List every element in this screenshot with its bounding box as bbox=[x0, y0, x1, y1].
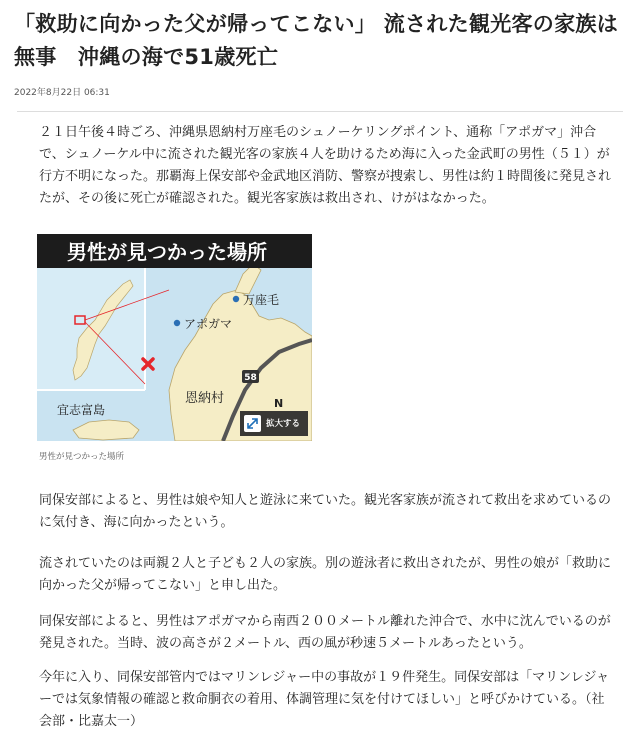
apogama-label: アポガマ bbox=[184, 317, 233, 331]
publish-date: 2022年8月22日 06:31 bbox=[14, 88, 110, 98]
article-paragraph-1: ２１日午後４時ごろ、沖縄県恩納村万座毛のシュノーケリングポイント、通称「アポガマ」沖合で、シュノーケル中に流された観光客の家族４人を助けるため海に入った金武町の男性（５１）が行方不明になった。那覇海上保安部や金武地区消防、警察が捜索し、男性は約１時間後に発見されたが、その後に死亡が確認された。観光客家族は救出され、けがはなかった。 bbox=[39, 125, 612, 206]
route-58-label: 58 bbox=[244, 373, 257, 383]
location-map-figure[interactable] bbox=[37, 234, 312, 441]
article-paragraph-5: 今年に入り、同保安部管内ではマリンレジャー中の事故が１９件発生。同保安部は「マリンレジャーでは気象情報の確認と救命胴衣の着用、体調管理に気を付けてほしい」と呼びかけている。（社会部・比嘉太一） bbox=[39, 670, 610, 729]
article-paragraph-2: 同保安部によると、男性は娘や知人と遊泳に来ていた。観光客家族が流されて救出を求めているのに気付き、海に向かったという。 bbox=[39, 493, 612, 530]
manzamo-label: 万座毛 bbox=[243, 293, 280, 307]
location-map bbox=[37, 234, 312, 441]
article-headline: 「救助に向かった父が帰ってこない」 流された観光客の家族は無事 沖縄の海で51歳死亡 bbox=[14, 12, 619, 69]
map-title: 男性が見つかった場所 bbox=[67, 240, 267, 264]
article-paragraph-3: 流されていたのは両親２人と子ども２人の家族。別の遊泳者に救出されたが、男性の娘が「救助に向かった父が帰ってこない」と申し出た。 bbox=[39, 556, 612, 593]
apogama-point-icon bbox=[174, 320, 180, 326]
figure-caption: 男性が見つかった場所 bbox=[39, 452, 125, 462]
expand-image-button[interactable] bbox=[240, 411, 308, 436]
expand-label: 拡大する bbox=[266, 419, 301, 429]
manzamo-point-icon bbox=[233, 296, 239, 302]
island-label: 宜志富島 bbox=[57, 403, 106, 417]
onna-village-label: 恩納村 bbox=[185, 391, 225, 406]
article-paragraph-4: 同保安部によると、男性はアポガマから南西２００メートル離れた沖合で、水中に沈んでいるのが発見された。当時、波の高さが２メートル、西の風が秒速５メートルあったという。 bbox=[39, 614, 611, 651]
expand-icon bbox=[244, 415, 261, 432]
north-indicator: N bbox=[274, 397, 284, 410]
header-divider bbox=[17, 111, 623, 112]
